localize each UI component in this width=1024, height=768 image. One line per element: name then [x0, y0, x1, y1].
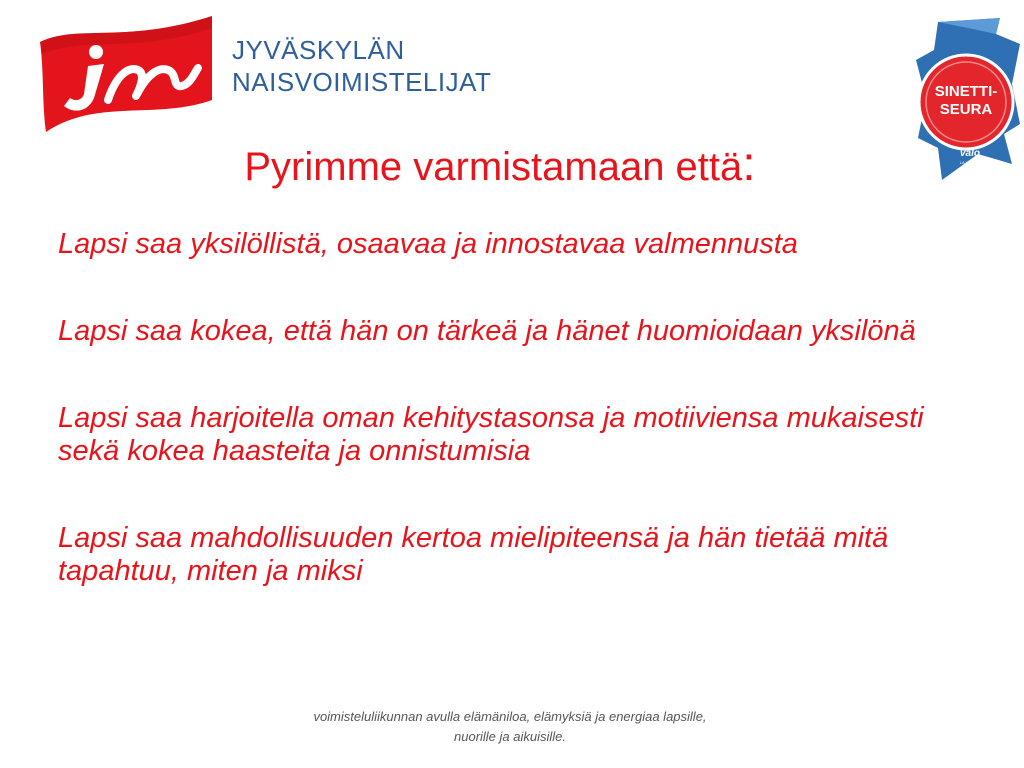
org-name-line1: JYVÄSKYLÄN: [232, 35, 405, 65]
footer-line1: voimisteluliikunnan avulla elämäniloa, elämyksiä ja energiaa lapsille,: [313, 709, 707, 724]
bullet-item: Lapsi saa harjoitella oman kehitystasonsa ja motiiviensa mukaisesti sekä kokea haasteita ja onnistumisia: [58, 402, 924, 467]
jn-flag-logo-icon: [36, 14, 216, 134]
footer-line2: nuorille ja aikuisille.: [454, 729, 566, 744]
organization-name: [232, 34, 491, 98]
seal-text-line2: SEURA: [939, 101, 993, 118]
seal-tiny-text: LAJILIITOT: [959, 160, 981, 165]
slide-title-colon: :: [742, 138, 756, 191]
bullet-list: [58, 228, 958, 642]
slide-title: [0, 140, 1000, 192]
slide-title-text: Pyrimme varmistamaan että: [244, 145, 743, 189]
seal-small-text: valo: [959, 148, 981, 159]
bullet-item: Lapsi saa yksilöllistä, osaavaa ja innostavaa valmennusta: [58, 228, 798, 260]
footer: [220, 707, 800, 747]
seal-text-line1: SINETTI-: [934, 83, 998, 100]
org-name-line2: NAISVOIMISTELIJAT: [232, 67, 492, 97]
bullet-item: Lapsi saa kokea, että hän on tärkeä ja hänet huomioidaan yksilönä: [58, 315, 916, 347]
bullet-item: Lapsi saa mahdollisuuden kertoa mielipiteensä ja hän tietää mitä tapahtuu, miten ja miksi: [58, 522, 889, 587]
